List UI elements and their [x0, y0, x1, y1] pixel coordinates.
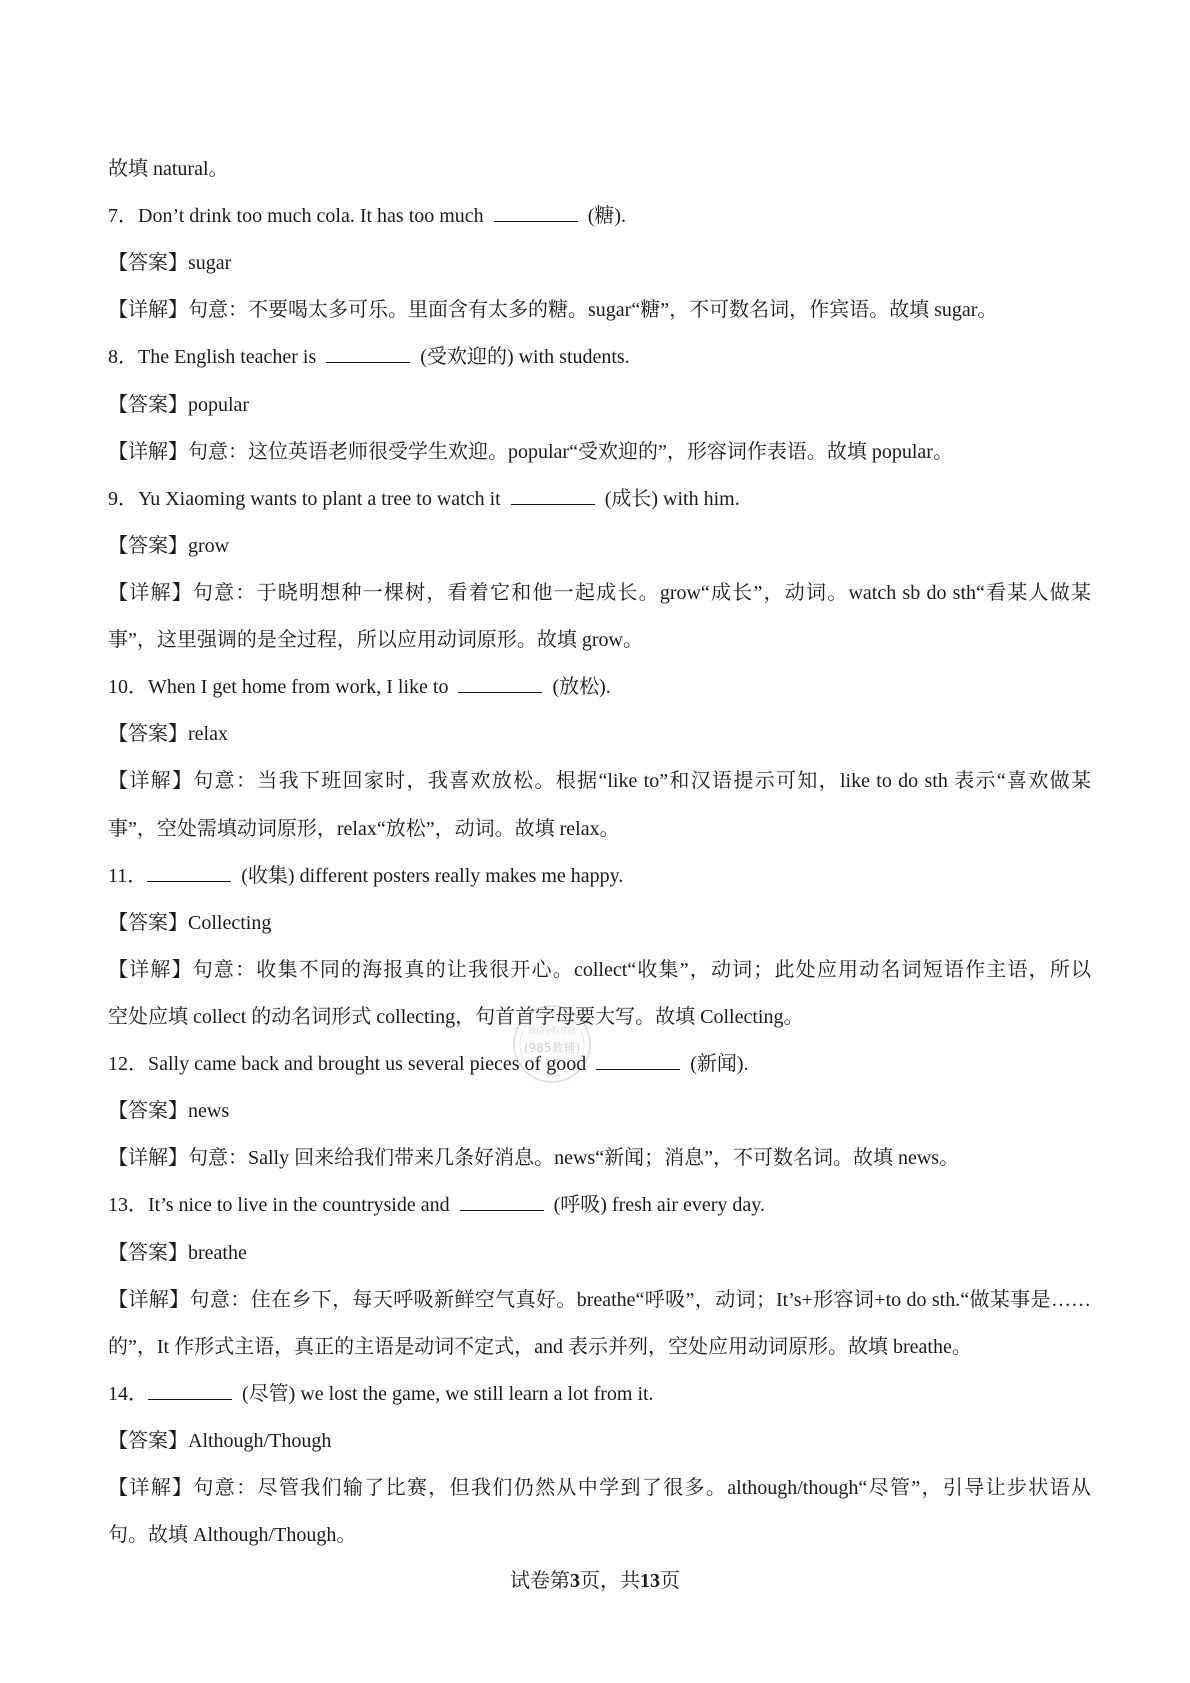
- answer-line: [108, 1230, 1091, 1277]
- detail-label: 【详解】: [108, 581, 193, 604]
- total-page-count: 13: [640, 1570, 660, 1592]
- detail-line: [108, 947, 1091, 994]
- answer-label: 【答案】: [108, 534, 188, 557]
- detail-line: [108, 570, 1091, 617]
- chinese-hint: (新闻).: [690, 1053, 749, 1076]
- stem-text: The English teacher is: [138, 346, 317, 369]
- detail-text: 句意：当我下班回家时，我喜欢放松。根据“like to”和汉语提示可知，like to do sth 表示“喜欢做某: [193, 770, 1091, 793]
- detail-text: 事”，这里强调的是全过程，所以应用动词原形。故填 grow。: [108, 629, 643, 652]
- answer-line: [108, 1088, 1091, 1135]
- question-number: 12．: [108, 1053, 148, 1076]
- detail-label: 【详解】: [108, 299, 188, 322]
- detail-text: 句意：于晓明想种一棵树，看着它和他一起成长。grow“成长”，动词。watch sb do sth“看某人做某: [192, 581, 1091, 604]
- question-stem: [108, 1041, 1091, 1088]
- answer-line: [108, 1418, 1091, 1465]
- question-list: [108, 146, 1091, 1559]
- detail-text: 故填 natural。: [108, 158, 229, 180]
- question-stem: [108, 476, 1091, 523]
- detail-line: [108, 287, 1091, 334]
- detail-line: [108, 1465, 1091, 1512]
- stem-text: When I get home from work, I like to: [148, 676, 449, 699]
- stem-text: Yu Xiaoming wants to plant a tree to watch it: [138, 487, 501, 510]
- answer-blank: [460, 1210, 544, 1211]
- footer-middle: 页，共: [580, 1570, 640, 1592]
- answer-label: 【答案】: [108, 1429, 188, 1452]
- detail-line-continued: [108, 994, 1091, 1041]
- detail-text: 的”，It 作形式主语，真正的主语是动词不定式，and 表示并列，空处应用动词原形。故填 breathe。: [108, 1335, 972, 1358]
- stem-text: Sally came back and brought us several pieces of good: [148, 1053, 587, 1076]
- page-footer: [0, 1558, 1190, 1605]
- detail-label: 【详解】: [108, 1477, 194, 1500]
- answer-label: 【答案】: [108, 1241, 188, 1264]
- detail-label: 【详解】: [108, 1147, 188, 1170]
- detail-line-continued: [108, 1324, 1091, 1371]
- watermark-top-text: 微信小程序搜: [528, 1026, 576, 1035]
- stem-text: It’s nice to live in the countryside and: [148, 1194, 450, 1217]
- question-stem: [108, 334, 1091, 381]
- answer-label: 【答案】: [108, 1100, 188, 1123]
- answer-line: [108, 900, 1091, 947]
- chinese-hint: (尽管) we lost the game, we still learn a lot from it.: [242, 1382, 654, 1405]
- answer-blank: [147, 881, 231, 882]
- answer-line: [108, 240, 1091, 287]
- chinese-hint: (放松).: [552, 676, 611, 699]
- answer-blank: [458, 692, 542, 693]
- detail-line: [108, 429, 1091, 476]
- chinese-hint: (收集) different posters really makes me happy.: [241, 864, 624, 887]
- answer-line: [108, 711, 1091, 758]
- watermark-center-text: (985教辅): [523, 1041, 581, 1055]
- answer-text: sugar: [188, 252, 232, 275]
- detail-text: 句意：这位英语老师很受学生欢迎。popular“受欢迎的”，形容词作表语。故填 popular。: [188, 440, 953, 463]
- footer-prefix: 试卷第: [510, 1570, 570, 1592]
- detail-label: 【详解】: [108, 440, 188, 463]
- detail-text: 句意：Sally 回来给我们带来几条好消息。news“新闻；消息”，不可数名词。故填 news。: [188, 1147, 960, 1170]
- answer-blank: [494, 221, 578, 222]
- question-number: 13．: [108, 1194, 148, 1217]
- answer-text: grow: [188, 534, 230, 557]
- detail-text: 句意：住在乡下，每天呼吸新鲜空气真好。breathe“呼吸”，动词；It’s+形容词+to do sth.“做某事是……: [189, 1288, 1091, 1311]
- detail-label: 【详解】: [108, 770, 194, 793]
- detail-line: [108, 1135, 1091, 1182]
- answer-line: [108, 523, 1091, 570]
- stem-text: Don’t drink too much cola. It has too much: [138, 205, 484, 228]
- question-number: 10．: [108, 676, 148, 699]
- current-page-number: 3: [570, 1570, 580, 1592]
- answer-blank: [326, 362, 410, 363]
- chinese-hint: (糖).: [587, 205, 627, 228]
- previous-detail-tail: [108, 146, 1091, 193]
- question-stem: [108, 1371, 1091, 1418]
- detail-label: 【详解】: [108, 1288, 190, 1311]
- question-stem: [108, 193, 1091, 240]
- detail-line-continued: [108, 617, 1091, 664]
- detail-text: 句。故填 Although/Though。: [108, 1524, 357, 1547]
- answer-label: 【答案】: [108, 393, 188, 416]
- answer-text: news: [188, 1100, 230, 1123]
- detail-text: 空处应填 collect 的动名词形式 collecting，句首首字母要大写。故填 Collecting。: [108, 1005, 804, 1028]
- answer-label: 【答案】: [108, 252, 188, 275]
- answer-label: 【答案】: [108, 723, 188, 746]
- detail-line: [108, 1277, 1091, 1324]
- answer-text: breathe: [188, 1241, 247, 1264]
- question-number: 9．: [108, 487, 138, 510]
- answer-blank: [511, 504, 595, 505]
- question-stem: [108, 1182, 1091, 1229]
- answer-text: relax: [188, 723, 228, 746]
- detail-text: 句意：尽管我们输了比赛，但我们仍然从中学到了很多。although/though“尽管”，引导让步状语从: [193, 1477, 1092, 1500]
- question-number: 11．: [108, 864, 148, 887]
- chinese-hint: (成长) with him.: [604, 487, 740, 510]
- detail-line-continued: [108, 806, 1091, 853]
- footer-suffix: 页: [660, 1570, 680, 1592]
- detail-line: [108, 758, 1091, 805]
- detail-text: 事”，空处需填动词原形，relax“放松”，动词。故填 relax。: [108, 817, 620, 840]
- answer-blank: [148, 1399, 232, 1400]
- answer-text: Collecting: [188, 911, 272, 934]
- chinese-hint: (受欢迎的) with students.: [420, 346, 630, 369]
- detail-text: 句意：收集不同的海报真的让我很开心。collect“收集”，动词；此处应用动名词短语作主语，所以: [192, 958, 1092, 981]
- answer-line: [108, 382, 1091, 429]
- detail-line-continued: [108, 1512, 1091, 1559]
- detail-text: 句意：不要喝太多可乐。里面含有太多的糖。sugar“糖”，不可数名词，作宾语。故填 sugar。: [188, 299, 998, 322]
- question-number: 14．: [108, 1382, 148, 1405]
- answer-text: popular: [188, 393, 250, 416]
- chinese-hint: (呼吸) fresh air every day.: [553, 1194, 765, 1217]
- question-number: 7．: [108, 205, 138, 228]
- question-stem: [108, 853, 1091, 900]
- answer-label: 【答案】: [108, 911, 188, 934]
- answer-blank: [596, 1069, 680, 1070]
- answer-text: Although/Though: [188, 1429, 332, 1452]
- detail-label: 【详解】: [108, 958, 193, 981]
- question-stem: [108, 664, 1091, 711]
- question-number: 8．: [108, 346, 138, 369]
